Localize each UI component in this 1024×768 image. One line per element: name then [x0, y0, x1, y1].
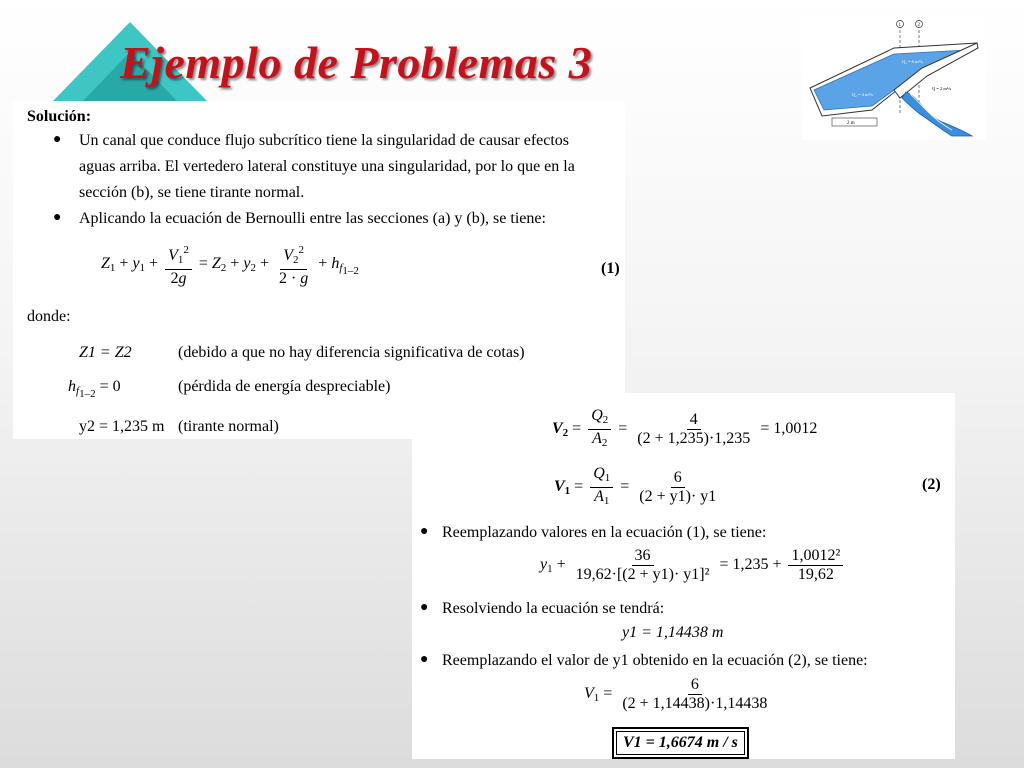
- substituted-equation: $y_1$ + $\frac{36}{\text{19,62·[(2 + y1)· y1]²}}$ = 1,235 + $\frac{\text{1,0012²}}{19,62}$: [540, 547, 846, 584]
- bullet-4-icon: ●: [420, 600, 429, 615]
- equation-1-tag: (1): [601, 260, 620, 277]
- section-1-label: 1: [898, 23, 901, 28]
- final-result-box: [612, 727, 749, 759]
- bullet-1-icon: ●: [53, 132, 62, 147]
- bullet-2-icon: ●: [53, 210, 62, 225]
- solution-panel-2: [412, 393, 955, 759]
- bullet-4-text: Resolviendo la ecuación se tendrá:: [442, 600, 665, 617]
- q-mid-label: Q₂ = 4 m³/s: [852, 92, 873, 97]
- solution-panel-1: [13, 101, 625, 439]
- equation-2-tag: (2): [922, 476, 941, 493]
- bullet-1-line-3: sección (b), se tiene tirante normal.: [79, 184, 305, 201]
- section-2-label: 2: [917, 23, 920, 28]
- q-top-label: Q₁ = 6 m³/s: [902, 59, 923, 64]
- donde-label: donde:: [27, 308, 71, 325]
- y1-result: y1 = 1,14438 m: [622, 624, 724, 641]
- bullet-2-text: Aplicando la ecuación de Bernoulli entre las secciones (a) y (b), se tiene:: [79, 210, 546, 227]
- bullet-1-line-1: Un canal que conduce flujo subcrítico tiene la singularidad de causar efectos: [79, 132, 570, 149]
- final-result: V1 = 1,6674 m / s: [616, 731, 745, 755]
- solution-heading: Solución:: [27, 108, 92, 125]
- bullet-5-text: Reemplazando el valor de y1 obtenido en la ecuación (2), se tiene:: [442, 652, 868, 669]
- condition-3-note: (tirante normal): [178, 418, 279, 435]
- condition-3-eq: y2 = 1,235 m: [79, 418, 165, 435]
- condition-1-note: (debido a que no hay diferencia significativa de cotas): [178, 344, 525, 361]
- condition-1-eq: Z1 = Z2: [79, 344, 132, 361]
- bullet-3-icon: ●: [420, 524, 429, 539]
- bernoulli-equation: $Z_1 + y_1$ + $\frac{V_1^2}{2g}$ = $Z_2 + y_2$ + $\frac{V_2^2}{2 \cdot g}$ + $h_{f_{1-2}}$: [101, 241, 359, 288]
- condition-2-note: (pérdida de energía despreciable): [178, 378, 391, 395]
- slide-title: Ejemplo de Problemas 3: [120, 37, 593, 88]
- v1-substituted-equation: $V_1$ = $\frac{6}{(2 + 1,14438)\cdot 1,14438}$: [584, 676, 768, 712]
- v2-equation: $V_2$ = $\frac{Q_2}{A_2}$ = $\frac{4}{(2 + 1,235)\cdot 1,235}$ = 1,0012: [552, 407, 818, 449]
- bottom-width-label: 2 m: [847, 121, 855, 126]
- channel-figure: [802, 18, 986, 140]
- v1-equation: $V_1$ = $\frac{Q_1}{A_1}$ = $\frac{6}{(2 + y1)\cdot y1}$: [554, 465, 717, 507]
- bullet-3-text: Reemplazando valores en la ecuación (1), se tiene:: [442, 524, 767, 541]
- condition-2-eq: $h_{f_{1-2}} = 0$: [68, 378, 121, 400]
- q-out-label: Q = 2 m³/s: [932, 86, 952, 91]
- bullet-5-icon: ●: [420, 652, 429, 667]
- bullet-1-line-2: aguas arriba. El vertedero lateral constituye una singularidad, por lo que en la: [79, 158, 575, 175]
